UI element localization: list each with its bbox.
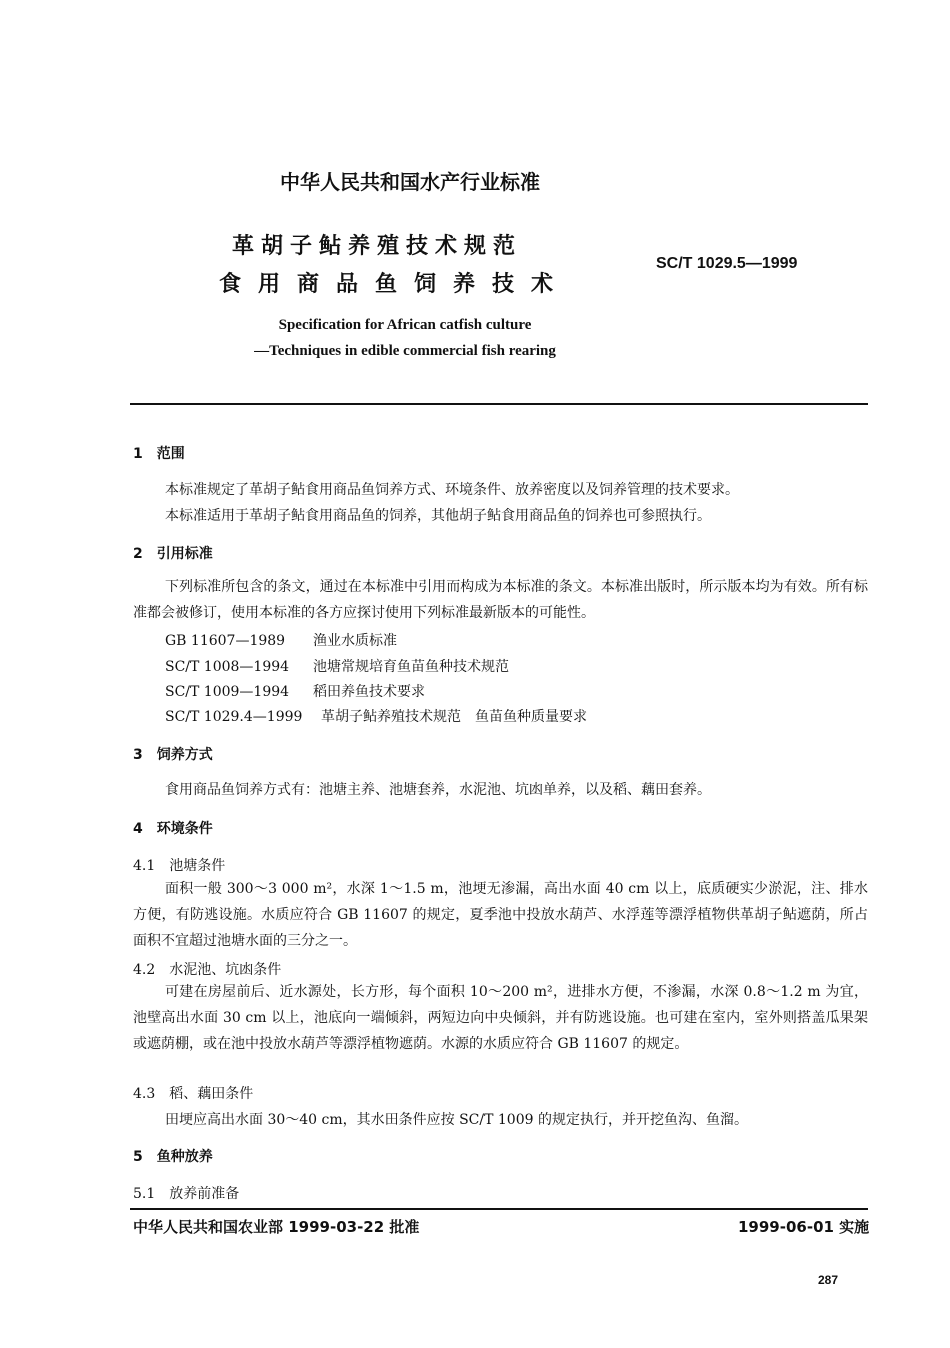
- section-5-heading: 5 鱼种放养: [133, 1149, 213, 1165]
- reference-item: [165, 656, 509, 676]
- reference-code: SC/T 1009—1994: [165, 684, 290, 700]
- section-4-heading: 4 环境条件: [133, 821, 213, 837]
- reference-title: 稻田养鱼技术要求: [313, 684, 425, 700]
- english-title-line1: Specification for African catfish culture: [278, 317, 532, 333]
- reference-title: 革胡子鲇养殖技术规范 鱼苗鱼种质量要求: [321, 709, 587, 725]
- reference-item: [165, 630, 397, 650]
- reference-code: GB 11607—1989: [165, 633, 286, 649]
- standard-code: SC/T 1029.5—1999: [656, 255, 798, 272]
- standard-title-line1: 革胡子鲇养殖技术规范: [232, 234, 523, 259]
- reference-code: SC/T 1029.4—1999: [165, 709, 303, 725]
- section-3-heading: 3 饲养方式: [133, 747, 213, 763]
- issuing-organization: 中华人民共和国水产行业标准: [280, 170, 540, 194]
- standard-title-line2: 食用商品鱼饲养技术: [219, 272, 571, 297]
- reference-code: SC/T 1008—1994: [165, 659, 290, 675]
- reference-title: 渔业水质标准: [313, 633, 397, 649]
- section-1-para-1: 本标准规定了革胡子鲇食用商品鱼饲养方式、环境条件、放养密度以及饲养管理的技术要求。: [165, 482, 739, 498]
- section-1-heading: 1 范围: [133, 446, 185, 462]
- approval-line: 中华人民共和国农业部 1999-03-22 批准: [133, 1218, 420, 1236]
- footer-divider: [130, 1208, 868, 1210]
- subsection-4-3-para: 田埂应高出水面 30～40 cm，其水田条件应按 SC/T 1009 的规定执行，并开挖鱼沟、鱼溜。: [165, 1112, 748, 1128]
- section-2-para: 下列标准所包含的条文，通过在本标准中引用而构成为本标准的条文。本标准出版时，所示版本均为有效。所有标准都会被修订，使用本标准的各方应探讨使用下列标准最新版本的可能性。: [133, 579, 868, 621]
- section-3-para: 食用商品鱼饲养方式有：池塘主养、池塘套养，水泥池、坑凼单养，以及稻、藕田套养。: [165, 782, 711, 798]
- subsection-4-1-para: 面积一般 300～3 000 m²，水深 1～1.5 m，池埂无渗漏，高出水面 40 cm 以上，底质硬实少淤泥，注、排水方便，有防逃设施。水质应符合 GB 11607 的规定，夏季池中投放水葫芦、水浮莲等漂浮植物供革胡子鲇遮荫，所占面积不宜超过池塘水面的三分之一。: [133, 881, 868, 949]
- reference-item: [165, 706, 587, 726]
- english-title-line2: —Techniques in edible commercial fish rearing: [254, 343, 556, 359]
- implementation-date: 1999-06-01 实施: [738, 1218, 870, 1236]
- section-2-heading: 2 引用标准: [133, 546, 213, 562]
- subsection-5-1-heading: 5.1 放养前准备: [133, 1186, 240, 1202]
- reference-item: [165, 681, 425, 701]
- section-1-para-2: 本标准适用于革胡子鲇食用商品鱼的饲养，其他胡子鲇食用商品鱼的饲养也可参照执行。: [165, 508, 711, 524]
- subsection-4-1-heading: 4.1 池塘条件: [133, 858, 226, 874]
- reference-title: 池塘常规培育鱼苗鱼种技术规范: [313, 659, 509, 675]
- subsection-4-2-heading: 4.2 水泥池、坑凼条件: [133, 962, 282, 978]
- subsection-4-3-heading: 4.3 稻、藕田条件: [133, 1086, 254, 1102]
- page-number: 287: [818, 1273, 839, 1287]
- subsection-4-2-para: 可建在房屋前后、近水源处，长方形，每个面积 10～200 m²，进排水方便，不渗漏，水深 0.8～1.2 m 为宜，池壁高出水面 30 cm 以上，池底向一端倾斜，两短边向中央倾斜，并有防逃设施。也可建在室内，室外则搭盖瓜果架或遮荫棚，或在池中投放水葫芦等漂浮植物遮荫。水源的水质应符合 GB 11607 的规定。: [133, 984, 868, 1052]
- header-divider: [130, 403, 868, 405]
